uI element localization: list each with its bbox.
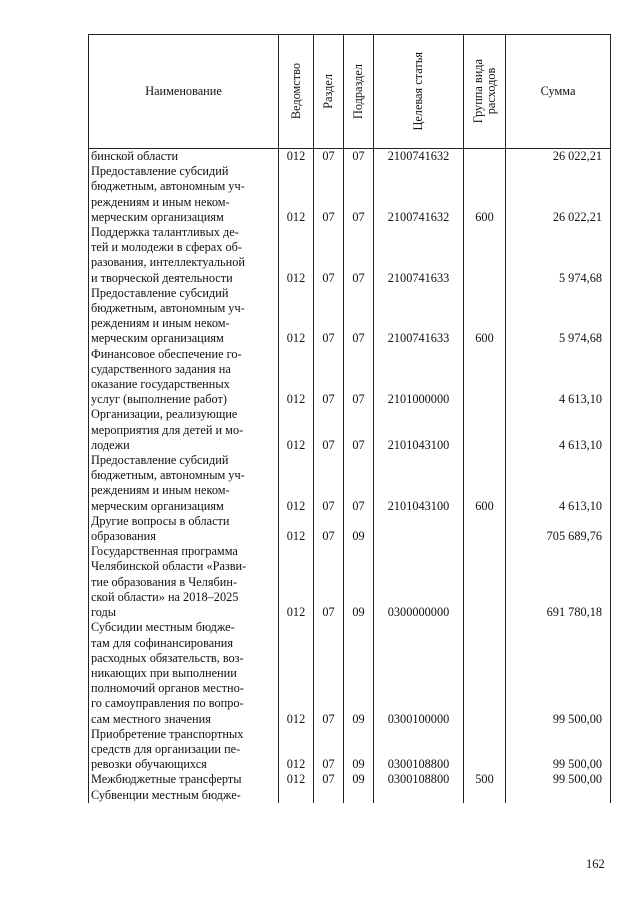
row-name-line: реждениям и иным неком- (91, 483, 230, 498)
row-vedomstvo: 012 (279, 453, 314, 514)
row-name-line: Финансовое обеспечение го- (91, 346, 242, 361)
row-vedomstvo: 012 (279, 772, 314, 787)
row-name-line: мероприятия для детей и мо- (91, 422, 244, 437)
row-podrazdel: 07 (344, 225, 374, 286)
row-name (89, 620, 279, 726)
header-target (374, 35, 464, 149)
table-row (89, 225, 611, 286)
row-razdel: 07 (314, 225, 344, 286)
row-vedomstvo: 012 (279, 286, 314, 347)
row-name-line: услуг (выполнение работ) (91, 392, 227, 407)
row-name-line: тей и молодежи в сферах об- (91, 240, 242, 255)
row-target: 2100741632 (374, 149, 464, 165)
row-name-line: оказание государственных (91, 377, 230, 392)
budget-table (88, 34, 611, 803)
row-name (89, 407, 279, 453)
row-group (464, 149, 506, 165)
row-podrazdel: 09 (344, 727, 374, 773)
header-group (464, 35, 506, 149)
row-podrazdel (344, 788, 374, 803)
row-target (374, 788, 464, 803)
row-target: 0300100000 (374, 620, 464, 726)
row-sum: 99 500,00 (506, 620, 611, 726)
row-vedomstvo (279, 788, 314, 803)
row-name-line: образования (91, 529, 156, 544)
row-sum: 4 613,10 (506, 453, 611, 514)
row-group (464, 225, 506, 286)
header-group-line1: Группа вида (470, 59, 485, 124)
row-group: 600 (464, 453, 506, 514)
row-name-line: никающих при выполнении (91, 665, 237, 680)
table-header-row (89, 35, 611, 149)
header-group-label (472, 59, 498, 123)
row-group: 600 (464, 286, 506, 347)
row-name (89, 514, 279, 544)
row-group (464, 620, 506, 726)
row-razdel: 07 (314, 164, 344, 225)
row-name-line: Предоставление субсидий (91, 164, 229, 179)
header-razdel (314, 35, 344, 149)
row-group (464, 514, 506, 544)
row-name (89, 788, 279, 803)
table-row (89, 407, 611, 453)
row-razdel: 07 (314, 407, 344, 453)
row-sum: 26 022,21 (506, 149, 611, 165)
row-razdel: 07 (314, 727, 344, 773)
table-row (89, 514, 611, 544)
row-razdel (314, 788, 344, 803)
row-target: 2100741633 (374, 286, 464, 347)
row-group (464, 407, 506, 453)
row-group (464, 788, 506, 803)
header-sum-label: Сумма (540, 84, 576, 98)
row-group (464, 347, 506, 408)
row-name (89, 164, 279, 225)
row-sum: 705 689,76 (506, 514, 611, 544)
row-vedomstvo: 012 (279, 620, 314, 726)
row-sum: 5 974,68 (506, 225, 611, 286)
row-razdel: 07 (314, 453, 344, 514)
row-name (89, 727, 279, 773)
row-group: 600 (464, 164, 506, 225)
row-name-line: расходных обязательств, воз- (91, 650, 244, 665)
table-row (89, 347, 611, 408)
row-name-line: Субвенции местным бюдже- (91, 787, 241, 802)
row-sum: 99 500,00 (506, 727, 611, 773)
row-target (374, 514, 464, 544)
row-name-line: Предоставление субсидий (91, 453, 229, 468)
row-target: 2100741633 (374, 225, 464, 286)
row-name-line: сударственного задания на (91, 361, 231, 376)
row-name-line: реждениям и иным неком- (91, 316, 230, 331)
row-name-line: сам местного значения (91, 711, 211, 726)
row-sum: 4 613,10 (506, 407, 611, 453)
row-target: 2101000000 (374, 347, 464, 408)
row-target: 0300108800 (374, 727, 464, 773)
row-podrazdel: 07 (344, 286, 374, 347)
row-name-line: бюджетным, автономным уч- (91, 179, 245, 194)
row-target: 2101043100 (374, 453, 464, 514)
row-name-line: Межбюджетные трансферты (91, 772, 242, 787)
header-target-label: Целевая статья (411, 52, 425, 131)
row-sum: 5 974,68 (506, 286, 611, 347)
row-name-line: там для софинансирования (91, 635, 233, 650)
table-row (89, 286, 611, 347)
table-row (89, 164, 611, 225)
row-name (89, 544, 279, 620)
row-vedomstvo: 012 (279, 727, 314, 773)
row-name-line: Предоставление субсидий (91, 285, 229, 300)
row-razdel: 07 (314, 514, 344, 544)
header-podrazdel (344, 35, 374, 149)
row-name-line: Субсидии местным бюдже- (91, 620, 235, 635)
row-sum: 99 500,00 (506, 772, 611, 787)
row-podrazdel: 09 (344, 620, 374, 726)
row-vedomstvo: 012 (279, 164, 314, 225)
row-vedomstvo: 012 (279, 149, 314, 165)
row-podrazdel: 07 (344, 149, 374, 165)
row-podrazdel: 07 (344, 453, 374, 514)
table-row (89, 788, 611, 803)
header-razdel-label: Раздел (321, 74, 335, 109)
row-razdel: 07 (314, 544, 344, 620)
row-name-line: тие образования в Челябин- (91, 574, 238, 589)
row-name (89, 225, 279, 286)
row-name-line: мерческим организациям (91, 209, 224, 224)
row-name-line: бюджетным, автономным уч- (91, 468, 245, 483)
row-name-line: полномочий органов местно- (91, 681, 244, 696)
row-sum: 26 022,21 (506, 164, 611, 225)
row-vedomstvo: 012 (279, 347, 314, 408)
row-name-line: и творческой деятельности (91, 270, 233, 285)
row-name-line: Другие вопросы в области (91, 513, 230, 528)
table-row (89, 149, 611, 165)
row-name-line: ревозки обучающихся (91, 757, 207, 772)
row-name-line: ской области» на 2018–2025 (91, 589, 239, 604)
row-name-line: Челябинской области «Разви- (91, 559, 247, 574)
row-name-line: мерческим организациям (91, 498, 224, 513)
row-name (89, 149, 279, 165)
row-group (464, 727, 506, 773)
row-target: 0300000000 (374, 544, 464, 620)
row-name-line: бюджетным, автономным уч- (91, 301, 245, 316)
header-name (89, 35, 279, 149)
row-name (89, 772, 279, 787)
row-name-line: Государственная программа (91, 544, 238, 559)
page-number: 162 (586, 857, 605, 871)
row-name (89, 286, 279, 347)
table-row (89, 453, 611, 514)
row-name-line: Приобретение транспортных (91, 726, 244, 741)
table-row (89, 727, 611, 773)
row-target: 2101043100 (374, 407, 464, 453)
row-target: 0300108800 (374, 772, 464, 787)
row-vedomstvo: 012 (279, 225, 314, 286)
row-name-line: Организации, реализующие (91, 407, 238, 422)
row-name (89, 347, 279, 408)
row-razdel: 07 (314, 149, 344, 165)
row-podrazdel: 07 (344, 407, 374, 453)
row-name-line: средств для организации пе- (91, 741, 241, 756)
row-name-line: разования, интеллектуальной (91, 255, 245, 270)
row-podrazdel: 07 (344, 164, 374, 225)
row-podrazdel: 09 (344, 544, 374, 620)
row-sum: 691 780,18 (506, 544, 611, 620)
row-vedomstvo: 012 (279, 407, 314, 453)
row-podrazdel: 09 (344, 772, 374, 787)
table-row (89, 620, 611, 726)
row-name-line: Поддержка талантливых де- (91, 225, 239, 240)
header-vedomstvo-label: Ведомство (288, 63, 303, 120)
row-group: 500 (464, 772, 506, 787)
header-vedomstvo (279, 35, 314, 149)
row-name-line: реждениям и иным неком- (91, 194, 230, 209)
header-podrazdel-label: Подраздел (351, 63, 365, 120)
row-vedomstvo: 012 (279, 514, 314, 544)
row-name-line: бинской области (91, 149, 179, 163)
header-name-label: Наименование (145, 84, 222, 98)
row-razdel: 07 (314, 286, 344, 347)
row-name-line: го самоуправления по вопро- (91, 696, 244, 711)
row-name-line: мерческим организациям (91, 331, 224, 346)
row-name-line: лодежи (91, 437, 130, 452)
row-sum (506, 788, 611, 803)
row-podrazdel: 09 (344, 514, 374, 544)
header-group-line2: расходов (483, 68, 498, 115)
row-sum: 4 613,10 (506, 347, 611, 408)
row-vedomstvo: 012 (279, 544, 314, 620)
table-row (89, 544, 611, 620)
row-name (89, 453, 279, 514)
row-group (464, 544, 506, 620)
header-sum (506, 35, 611, 149)
row-razdel: 07 (314, 772, 344, 787)
row-target: 2100741632 (374, 164, 464, 225)
row-razdel: 07 (314, 620, 344, 726)
table-row (89, 772, 611, 787)
row-name-line: годы (91, 605, 117, 620)
row-razdel: 07 (314, 347, 344, 408)
row-podrazdel: 07 (344, 347, 374, 408)
